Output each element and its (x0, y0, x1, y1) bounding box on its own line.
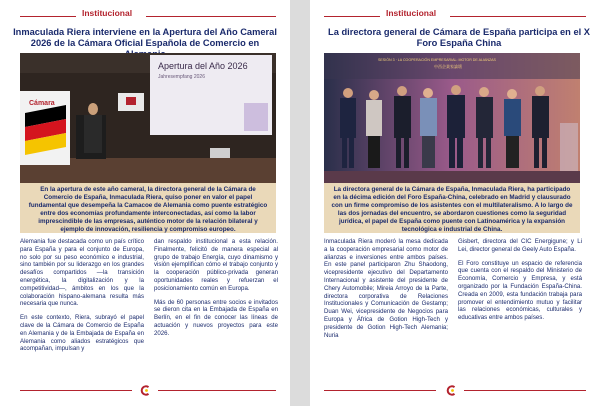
screen-subtitle: Jahresempfang 2026 (158, 74, 205, 80)
chamber-logo-icon (140, 385, 151, 396)
header-rule-right (450, 16, 586, 17)
body-column-2 (458, 238, 582, 328)
left-page (0, 0, 290, 406)
screen-title: Apertura del Año 2026 (158, 61, 248, 71)
photo-caption: En la apertura de este año cameral, la directora general de la Cámara de Comercio de España, Inmaculada Riera, quiso poner en valor el papel fundamental que desempeña la Camacoe de Alemania como puente estratégico entre dos economías profundamente interconectadas, así como la labor imprescindible de las empresas, auténtico motor de la relación bilateral y ejemplo de innovación, resiliencia y compromiso europeo. (20, 183, 276, 233)
section-label: Institucional (386, 8, 437, 18)
paragraph: dan respaldo institucional a esta relación. Finalmente, felicitó de manera especial al grupo de trabajo Energía, cuyo dinamismo y visión ejemplifican cómo el trabajo conjunto y la cooperación público-privada generan oportunidades reales y refuerzan el posicionamiento común en Europa. (154, 238, 278, 292)
section-header (0, 6, 290, 20)
footer-rule-left (324, 390, 436, 391)
header-rule-left (324, 16, 380, 17)
footer-rule-right (158, 390, 276, 391)
footer-rule-right (464, 390, 586, 391)
page-footer (310, 385, 600, 397)
paragraph: Inmaculada Riera moderó la mesa dedicada a la cooperación empresarial como motor de alianzas e inversiones entre ambos países. En este panel participaron Zhu Shaodong, vicepresidente ejecutivo del Departamento Internacional y asistente del presidente de Chery Automobile; Mireia Arroyo de la Parte, directora corporativa de Relaciones Institucionales y Comunicación de Gestamp; Duan Wei, vicepresidente de Negocios para Europa y África de Gotion High-Tech y presidente de Gotion High-Tech Alemania; Nuria (324, 238, 448, 339)
screen-title: SESIÓN 3 · LA COOPERACIÓN EMPRESARIAL: MOTOR DE ALIANZAS (378, 58, 496, 62)
paragraph: Gisbert, directora del CIC Energigune; y Li Lei, director general de Geely Auto España. (458, 238, 582, 253)
banner-text: Cámara (29, 100, 55, 107)
section-label: Institucional (82, 8, 133, 18)
page-footer (0, 385, 290, 397)
article-title: Inmaculada Riera interviene en la Apertura del Año Cameral 2026 de la Cámara Oficial Española de Comercio en (13, 27, 277, 49)
photo-illustration (20, 53, 276, 183)
paragraph: En este contexto, Riera, subrayó el papel clave de la Cámara de Comercio de España en Alemania y de la Embajada de España en Alemania como aliados estratégicos que acompañan, impulsan y (20, 314, 144, 353)
header-rule-left (20, 16, 76, 17)
footer-rule-left (20, 390, 132, 391)
paragraph: El Foro constituye un espacio de referencia que cuenta con el respaldo del Ministerio de Economía, Comercio y Empresa, y está organizado por la Fundación España-China. Creada en 2009, esta fundación trabaja para promover el entendimiento mutuo y facilitar las relaciones económicas, culturales y educativas entre ambos países. (458, 259, 582, 322)
right-page (310, 0, 600, 406)
article-body (324, 238, 582, 348)
photo-illustration (324, 53, 580, 183)
chamber-logo-icon (446, 385, 457, 396)
body-column-1 (20, 238, 144, 359)
body-column-2 (154, 238, 278, 344)
section-header (310, 6, 600, 20)
article-body (20, 238, 278, 353)
header-rule-right (146, 16, 276, 17)
photo-caption: La directora general de la Cámara de España, Inmaculada Riera, ha participado en la décima edición del Foro España-China, celebrado en Madrid y clausurado con un firme compromiso de los asistentes con el multilateralismo. A lo largo de las dos jornadas del encuentro, se abordaron cuestiones como la seguridad jurídica, el papel de España como puente con Latinoamérica y la expansión tecnológica e industrial de China. (324, 183, 580, 233)
screen-subtitle: 中西企業家論壇 (434, 64, 462, 69)
article-photo (20, 53, 276, 183)
article-photo (324, 53, 580, 183)
article-title: La directora general de Cámara de España participa en el X Foro España China (328, 27, 590, 49)
paragraph: Más de 60 personas entre socios e invitados se dieron cita en la Embajada de España en Berlín, en el fin de conocer las líneas de actuación y nuevos proyectos para este 2026. (154, 298, 278, 337)
paragraph: Alemania fue destacada como un país crítico para España y para el conjunto de Europa, no solo por su peso económico e industrial, sino también por su liderazgo en los grandes desafíos compartidos —la transición energética, la digitalización y la competitividad—, ámbitos en los que la colaboración hispano-alemana resulta más necesaria que nunca. (20, 238, 144, 308)
body-column-1 (324, 238, 448, 345)
